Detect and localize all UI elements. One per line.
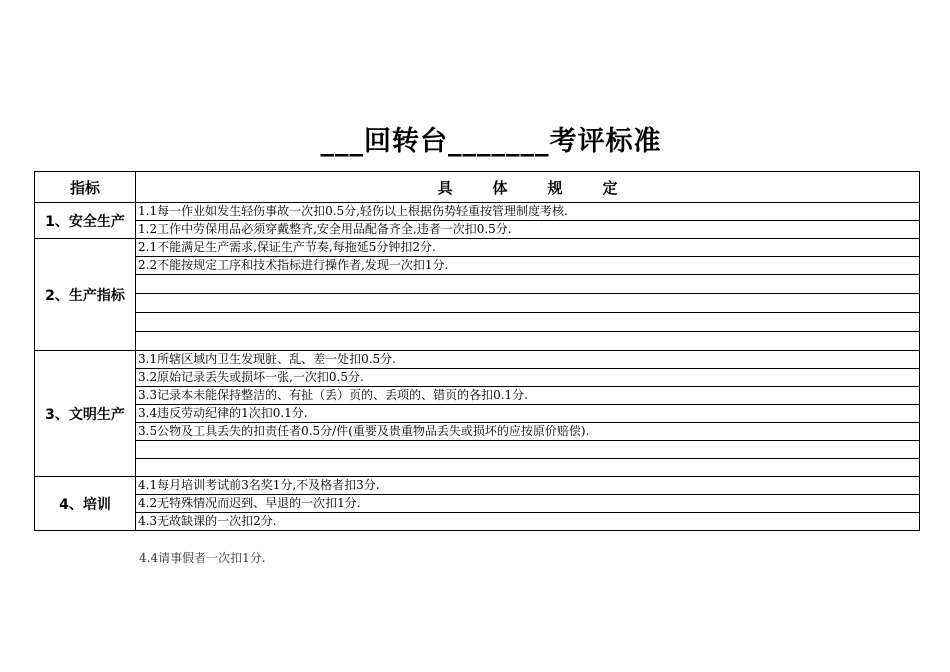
rule-cell	[136, 332, 920, 351]
table-row	[35, 513, 920, 531]
rule-cell	[136, 313, 920, 332]
table-row	[35, 275, 920, 294]
table-row	[35, 423, 920, 441]
table-row	[35, 459, 920, 477]
table-row	[35, 239, 920, 257]
rule-cell: 2.1不能满足生产需求,保证生产节奏,每拖延5分钟扣2分.	[136, 239, 920, 257]
rule-cell: 3.4违反劳动纪律的1次扣0.1分.	[136, 405, 920, 423]
indicator-cell: 4、培训	[35, 477, 136, 531]
rule-cell	[136, 459, 920, 477]
rule-cell: 3.5公物及工具丢失的扣责任者0.5分/件(重要及贵重物品丢失或损坏的应按原价赔偿).	[136, 423, 920, 441]
table-row	[35, 313, 920, 332]
rule-cell: 4.2无特殊情况而迟到、早退的一次扣1分.	[136, 495, 920, 513]
table-row	[35, 294, 920, 313]
rule-cell: 4.1每月培训考试前3名奖1分,不及格者扣3分.	[136, 477, 920, 495]
indicator-cell: 3、文明生产	[35, 351, 136, 477]
table-row	[35, 203, 920, 221]
header-indicator: 指标	[35, 172, 136, 203]
header-spec: 具体规定	[136, 172, 920, 203]
rule-cell	[136, 441, 920, 459]
header-row	[35, 172, 920, 203]
table-row	[35, 477, 920, 495]
page-title: ___回转台_______考评标准	[320, 126, 662, 157]
indicator-cell: 2、生产指标	[35, 239, 136, 351]
rule-cell	[136, 294, 920, 313]
rule-cell: 2.2不能按规定工序和技术指标进行操作者,发现一次扣1分.	[136, 257, 920, 275]
indicator-cell: 1、安全生产	[35, 203, 136, 239]
table-row	[35, 441, 920, 459]
rule-cell: 3.3记录本未能保持整洁的、有扯（丢）页的、丢项的、错页的各扣0.1分.	[136, 387, 920, 405]
table-row	[35, 221, 920, 239]
table-row	[35, 351, 920, 369]
rule-cell: 1.2工作中劳保用品必须穿戴整齐,安全用品配备齐全,违者一次扣0.5分.	[136, 221, 920, 239]
table-row	[35, 369, 920, 387]
rule-cell: 1.1每一作业如发生轻伤事故一次扣0.5分,轻伤以上根据伤势轻重按管理制度考核.	[136, 203, 920, 221]
rule-cell: 3.1所辖区域内卫生发现脏、乱、差一处扣0.5分.	[136, 351, 920, 369]
rule-cell	[136, 275, 920, 294]
table-row	[35, 387, 920, 405]
table-row	[35, 257, 920, 275]
rule-cell: 3.2原始记录丢失或损坏一张,一次扣0.5分.	[136, 369, 920, 387]
table-row	[35, 495, 920, 513]
evaluation-table	[34, 171, 920, 531]
table-row	[35, 405, 920, 423]
table-note: 4.4请事假者一次扣1分.	[139, 551, 266, 565]
table-row	[35, 332, 920, 351]
rule-cell: 4.3无故缺课的一次扣2分.	[136, 513, 920, 531]
